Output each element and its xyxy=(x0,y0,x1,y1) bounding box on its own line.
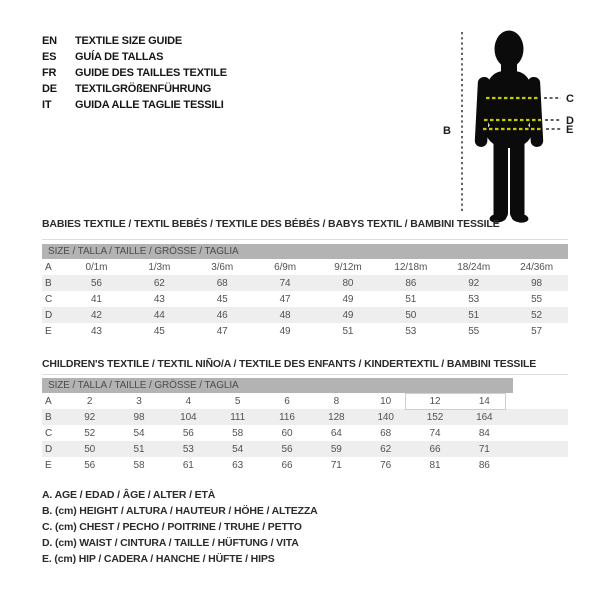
language-code: IT xyxy=(42,99,52,111)
row-label: D xyxy=(45,309,53,321)
table-cell: 63 xyxy=(232,459,244,471)
row-label: C xyxy=(45,427,53,439)
table-cell: 86 xyxy=(478,459,490,471)
table-cell: 71 xyxy=(478,443,490,455)
divider xyxy=(42,374,568,375)
table-row xyxy=(42,409,568,425)
row-label: A xyxy=(45,261,52,273)
row-label: E xyxy=(45,325,52,337)
row-label: B xyxy=(45,411,52,423)
language-title: TEXTILE SIZE GUIDE xyxy=(75,35,183,47)
table-cell: 49 xyxy=(342,309,354,321)
measurement-legend xyxy=(42,487,318,567)
table-cell: 9/12m xyxy=(334,261,362,273)
children-size-header: SIZE / TALLA / TAILLE / GRÖSSE / TAGLIA xyxy=(42,378,513,393)
table-cell: 98 xyxy=(531,277,543,289)
figure-label-height: B xyxy=(443,125,451,137)
language-title: GUÍA DE TALLAS xyxy=(75,51,164,63)
language-list xyxy=(42,33,227,113)
table-cell: 50 xyxy=(405,309,417,321)
row-label: C xyxy=(45,293,53,305)
table-cell: 59 xyxy=(330,443,342,455)
language-code: DE xyxy=(42,83,57,95)
table-cell: 49 xyxy=(279,325,291,337)
table-cell: 80 xyxy=(342,277,354,289)
table-cell: 12 xyxy=(429,395,441,407)
figure-label-waist: D xyxy=(566,115,574,127)
table-cell: 3/6m xyxy=(211,261,234,273)
table-cell: 55 xyxy=(531,293,543,305)
table-cell: 56 xyxy=(90,277,102,289)
legend-row: D. (cm) WAIST / CINTURA / TAILLE / HÜFTUNG / VITA xyxy=(42,537,299,549)
table-cell: 47 xyxy=(216,325,228,337)
table-row xyxy=(42,393,568,409)
table-cell: 53 xyxy=(468,293,480,305)
table-cell: 92 xyxy=(84,411,96,423)
table-cell: 60 xyxy=(281,427,293,439)
table-cell: 3 xyxy=(136,395,142,407)
table-cell: 51 xyxy=(342,325,354,337)
table-filler xyxy=(509,457,568,473)
language-row xyxy=(42,97,227,113)
table-cell: 0/1m xyxy=(85,261,108,273)
language-row xyxy=(42,49,227,65)
language-row xyxy=(42,33,227,49)
table-row xyxy=(42,441,568,457)
table-cell: 62 xyxy=(153,277,165,289)
table-cell: 104 xyxy=(180,411,197,423)
table-row xyxy=(42,307,568,323)
table-cell: 71 xyxy=(330,459,342,471)
child-silhouette-icon xyxy=(475,31,544,224)
table-cell: 45 xyxy=(216,293,228,305)
table-cell: 48 xyxy=(279,309,291,321)
row-label: D xyxy=(45,443,53,455)
language-row xyxy=(42,65,227,81)
language-code: ES xyxy=(42,51,57,63)
children-table xyxy=(42,393,568,473)
table-cell: 56 xyxy=(281,443,293,455)
table-cell: 4 xyxy=(185,395,192,407)
table-filler xyxy=(509,441,568,457)
table-cell: 164 xyxy=(476,411,493,423)
table-cell: 74 xyxy=(429,427,441,439)
language-title: GUIDE DES TAILLES TEXTILE xyxy=(75,67,227,79)
table-cell: 61 xyxy=(182,459,194,471)
table-row xyxy=(42,259,568,275)
table-cell: 140 xyxy=(377,411,394,423)
table-cell: 54 xyxy=(232,443,244,455)
table-cell: 24/36m xyxy=(520,261,553,273)
legend-row: C. (cm) CHEST / PECHO / POITRINE / TRUHE / PETTO xyxy=(42,521,302,533)
table-cell: 6 xyxy=(284,395,290,407)
table-cell: 58 xyxy=(232,427,244,439)
babies-table xyxy=(42,259,568,339)
table-cell: 152 xyxy=(426,411,444,423)
table-row xyxy=(42,323,568,339)
table-row xyxy=(42,275,568,291)
table-cell: 43 xyxy=(153,293,165,305)
table-cell: 128 xyxy=(328,411,345,423)
table-cell: 14 xyxy=(478,395,490,407)
table-cell: 5 xyxy=(234,395,241,407)
table-cell: 54 xyxy=(133,427,145,439)
table-cell: 68 xyxy=(216,277,228,289)
table-cell: 45 xyxy=(153,325,165,337)
table-cell: 81 xyxy=(429,459,441,471)
table-cell: 8 xyxy=(333,395,340,407)
table-cell: 86 xyxy=(405,277,417,289)
table-cell: 6/9m xyxy=(274,261,296,273)
table-cell: 44 xyxy=(153,309,165,321)
table-cell: 92 xyxy=(468,277,480,289)
table-cell: 74 xyxy=(279,277,291,289)
divider xyxy=(42,239,568,240)
table-cell: 52 xyxy=(84,427,96,439)
legend-row: E. (cm) HIP / CADERA / HANCHE / HÜFTE / HIPS xyxy=(42,553,275,565)
table-cell: 1/3m xyxy=(148,261,171,273)
legend-row: A. AGE / EDAD / ÂGE / ALTER / ETÀ xyxy=(42,489,216,501)
table-cell: 53 xyxy=(405,325,417,337)
table-cell: 46 xyxy=(216,309,228,321)
language-title: GUIDA ALLE TAGLIE TESSILI xyxy=(75,99,224,111)
table-row xyxy=(42,425,568,441)
babies-section xyxy=(42,218,568,339)
table-cell: 51 xyxy=(405,293,417,305)
table-cell: 57 xyxy=(531,325,543,337)
table-cell: 55 xyxy=(468,325,480,337)
language-code: FR xyxy=(42,67,57,79)
table-cell: 62 xyxy=(380,443,392,455)
row-label: B xyxy=(45,277,52,289)
table-cell: 64 xyxy=(330,427,342,439)
table-cell: 98 xyxy=(133,411,145,423)
table-cell: 50 xyxy=(84,443,96,455)
table-cell: 2 xyxy=(86,395,93,407)
language-row xyxy=(42,81,227,97)
babies-title: BABIES TEXTILE / TEXTIL BEBÉS / TEXTILE DES BÉBÉS / BABYS TEXTIL / BAMBINI TESSILE xyxy=(42,218,500,230)
table-cell: 52 xyxy=(531,309,543,321)
table-filler xyxy=(509,409,568,425)
table-cell: 84 xyxy=(478,427,490,439)
figure-label-chest: C xyxy=(566,93,574,105)
table-row xyxy=(42,457,568,473)
table-filler xyxy=(509,425,568,441)
table-cell: 58 xyxy=(133,459,145,471)
row-label: E xyxy=(45,459,52,471)
table-cell: 18/24m xyxy=(457,261,491,273)
table-cell: 116 xyxy=(279,411,295,423)
children-title: CHILDREN'S TEXTILE / TEXTIL NIÑO/A / TEXTILE DES ENFANTS / KINDERTEXTIL / BAMBINI TESSILE xyxy=(42,358,537,370)
language-title: TEXTILGRÖßENFÜHRUNG xyxy=(75,83,212,95)
children-section xyxy=(42,358,568,473)
table-cell: 66 xyxy=(429,443,441,455)
table-cell: 56 xyxy=(182,427,194,439)
table-cell: 76 xyxy=(380,459,392,471)
figure-label-hip: E xyxy=(566,124,574,136)
table-cell: 49 xyxy=(342,293,354,305)
row-label: A xyxy=(45,395,52,407)
babies-size-header: SIZE / TALLA / TAILLE / GRÖSSE / TAGLIA xyxy=(42,244,568,259)
table-cell: 12/18m xyxy=(394,261,428,273)
table-cell: 10 xyxy=(380,395,392,407)
table-filler xyxy=(509,393,568,409)
table-cell: 56 xyxy=(84,459,96,471)
table-row xyxy=(42,291,568,307)
table-cell: 42 xyxy=(90,309,102,321)
table-cell: 43 xyxy=(90,325,102,337)
table-cell: 66 xyxy=(281,459,293,471)
table-cell: 51 xyxy=(468,309,480,321)
child-silhouette-figure xyxy=(440,12,585,232)
table-cell: 51 xyxy=(133,443,145,455)
table-cell: 47 xyxy=(279,293,291,305)
table-cell: 68 xyxy=(380,427,392,439)
table-cell: 111 xyxy=(230,411,246,423)
table-cell: 53 xyxy=(182,443,194,455)
table-cell: 41 xyxy=(90,293,102,305)
legend-row: B. (cm) HEIGHT / ALTURA / HAUTEUR / HÖHE / ALTEZZA xyxy=(42,505,318,517)
language-code: EN xyxy=(42,35,57,47)
